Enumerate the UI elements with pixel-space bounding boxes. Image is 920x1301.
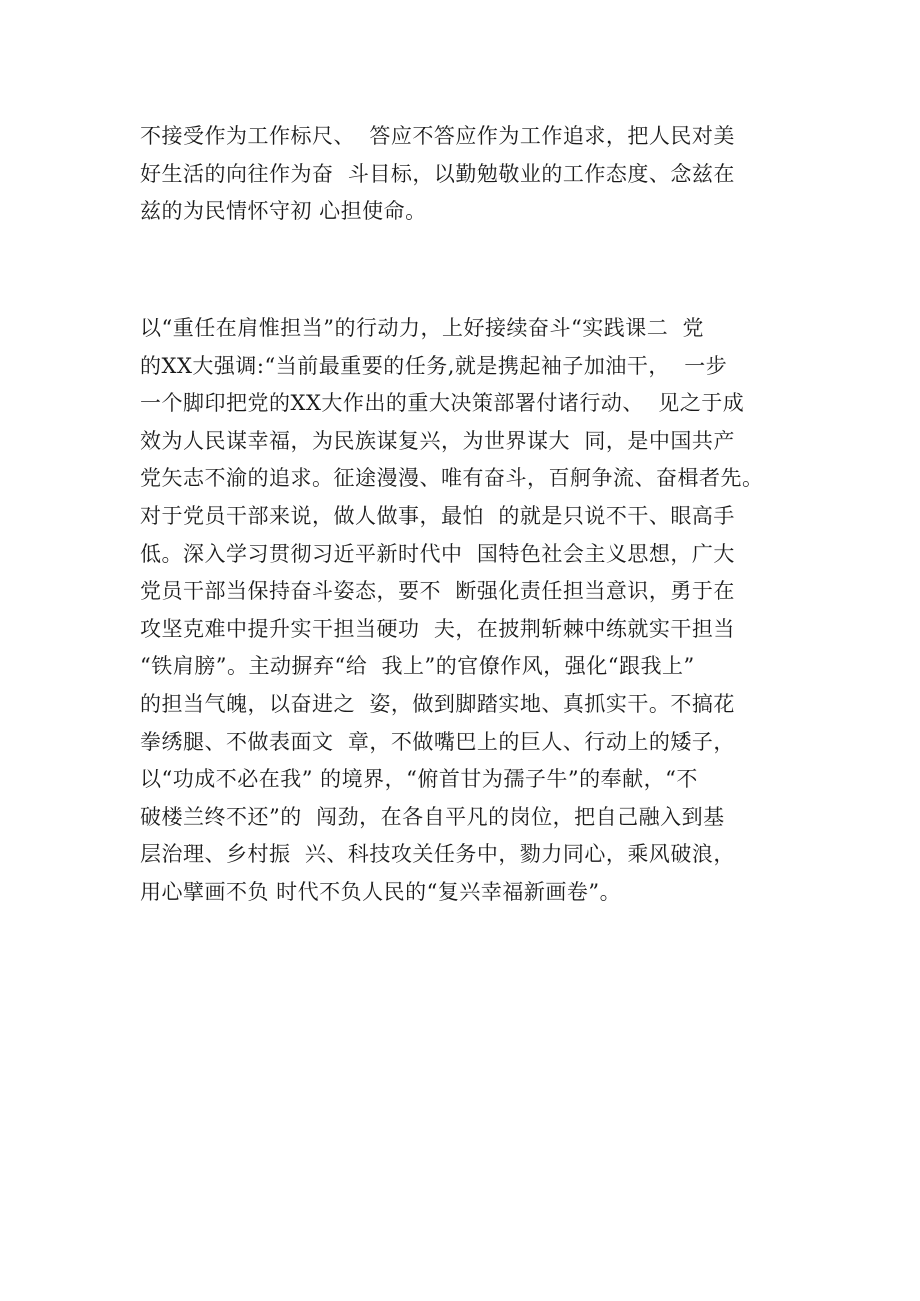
paragraph-1 [140, 118, 800, 231]
paragraph-2-line-2: 的XX大强调:“当前最重要的任务,就是携起袖子加油干， 一步 [140, 353, 728, 378]
paragraph-2-line-1: 以“重任在肩惟担当”的行动力，上好接续奋斗“实践课二 党 [140, 316, 705, 340]
paragraph-1-line-3: 兹的为民情怀守初 心担使命。 [140, 199, 427, 224]
paragraph-2-line-7: 低。深入学习贯彻习近平新时代中 国特色社会主义思想，广大 [140, 541, 735, 566]
paragraph-1-line-2: 好生活的向往作为奋 斗目标，以勤勉敬业的工作态度、念兹在 [140, 161, 735, 186]
paragraph-2-line-13: 以“功成不必在我” 的境界，“俯首甘为孺子牛”的奉献，“不 [140, 767, 698, 792]
paragraph-2-line-9: 攻坚克难中提升实干担当硬功 夫，在披荆斩棘中练就实干担当 [140, 616, 735, 641]
paragraph-2-line-4: 效为人民谋幸福，为民族谋复兴，为世界谋大 同，是中国共产 [140, 428, 735, 453]
paragraph-2-line-12: 拳绣腿、不做表面文 章，不做嘴巴上的巨人、行动上的矮子， [140, 729, 735, 754]
paragraph-2-line-10: “铁肩膀”。主动摒弃“给 我上”的官僚作风，强化“跟我上” [140, 654, 695, 679]
paragraph-2-line-8: 党员干部当保持奋斗姿态，要不 断强化责任担当意识，勇于在 [140, 579, 735, 604]
paragraph-2-line-3: 一个脚印把党的XX大作出的重大决策部署付诸行动、 见之于成 [140, 391, 745, 416]
paragraph-2-line-16: 用心擘画不负 时代不负人民的“复兴幸福新画卷”。 [140, 879, 622, 904]
paragraph-2-line-14: 破楼兰终不还”的 闯劲，在各自平凡的岗位，把自己融入到基 [140, 804, 725, 829]
paragraph-2-line-15: 层治理、乡村振 兴、科技攻关任务中，勠力同心，乘风破浪， [140, 842, 735, 867]
paragraph-2-line-11: 的担当气魄，以奋进之 姿，做到脚踏实地、真抓实干。不搞花 [140, 691, 735, 716]
paragraph-2-line-6: 对于党员干部来说，做人做事，最怕 的就是只说不干、眼高手 [140, 503, 735, 528]
paragraph-2-line-5: 党矢志不渝的追求。征途漫漫、唯有奋斗，百舸争流、奋楫者先。 [140, 466, 764, 491]
paragraph-1-line-1: 不接受作为工作标尺、 答应不答应作为工作追求，把人民对美 [140, 124, 735, 148]
paragraph-2 [140, 310, 800, 912]
